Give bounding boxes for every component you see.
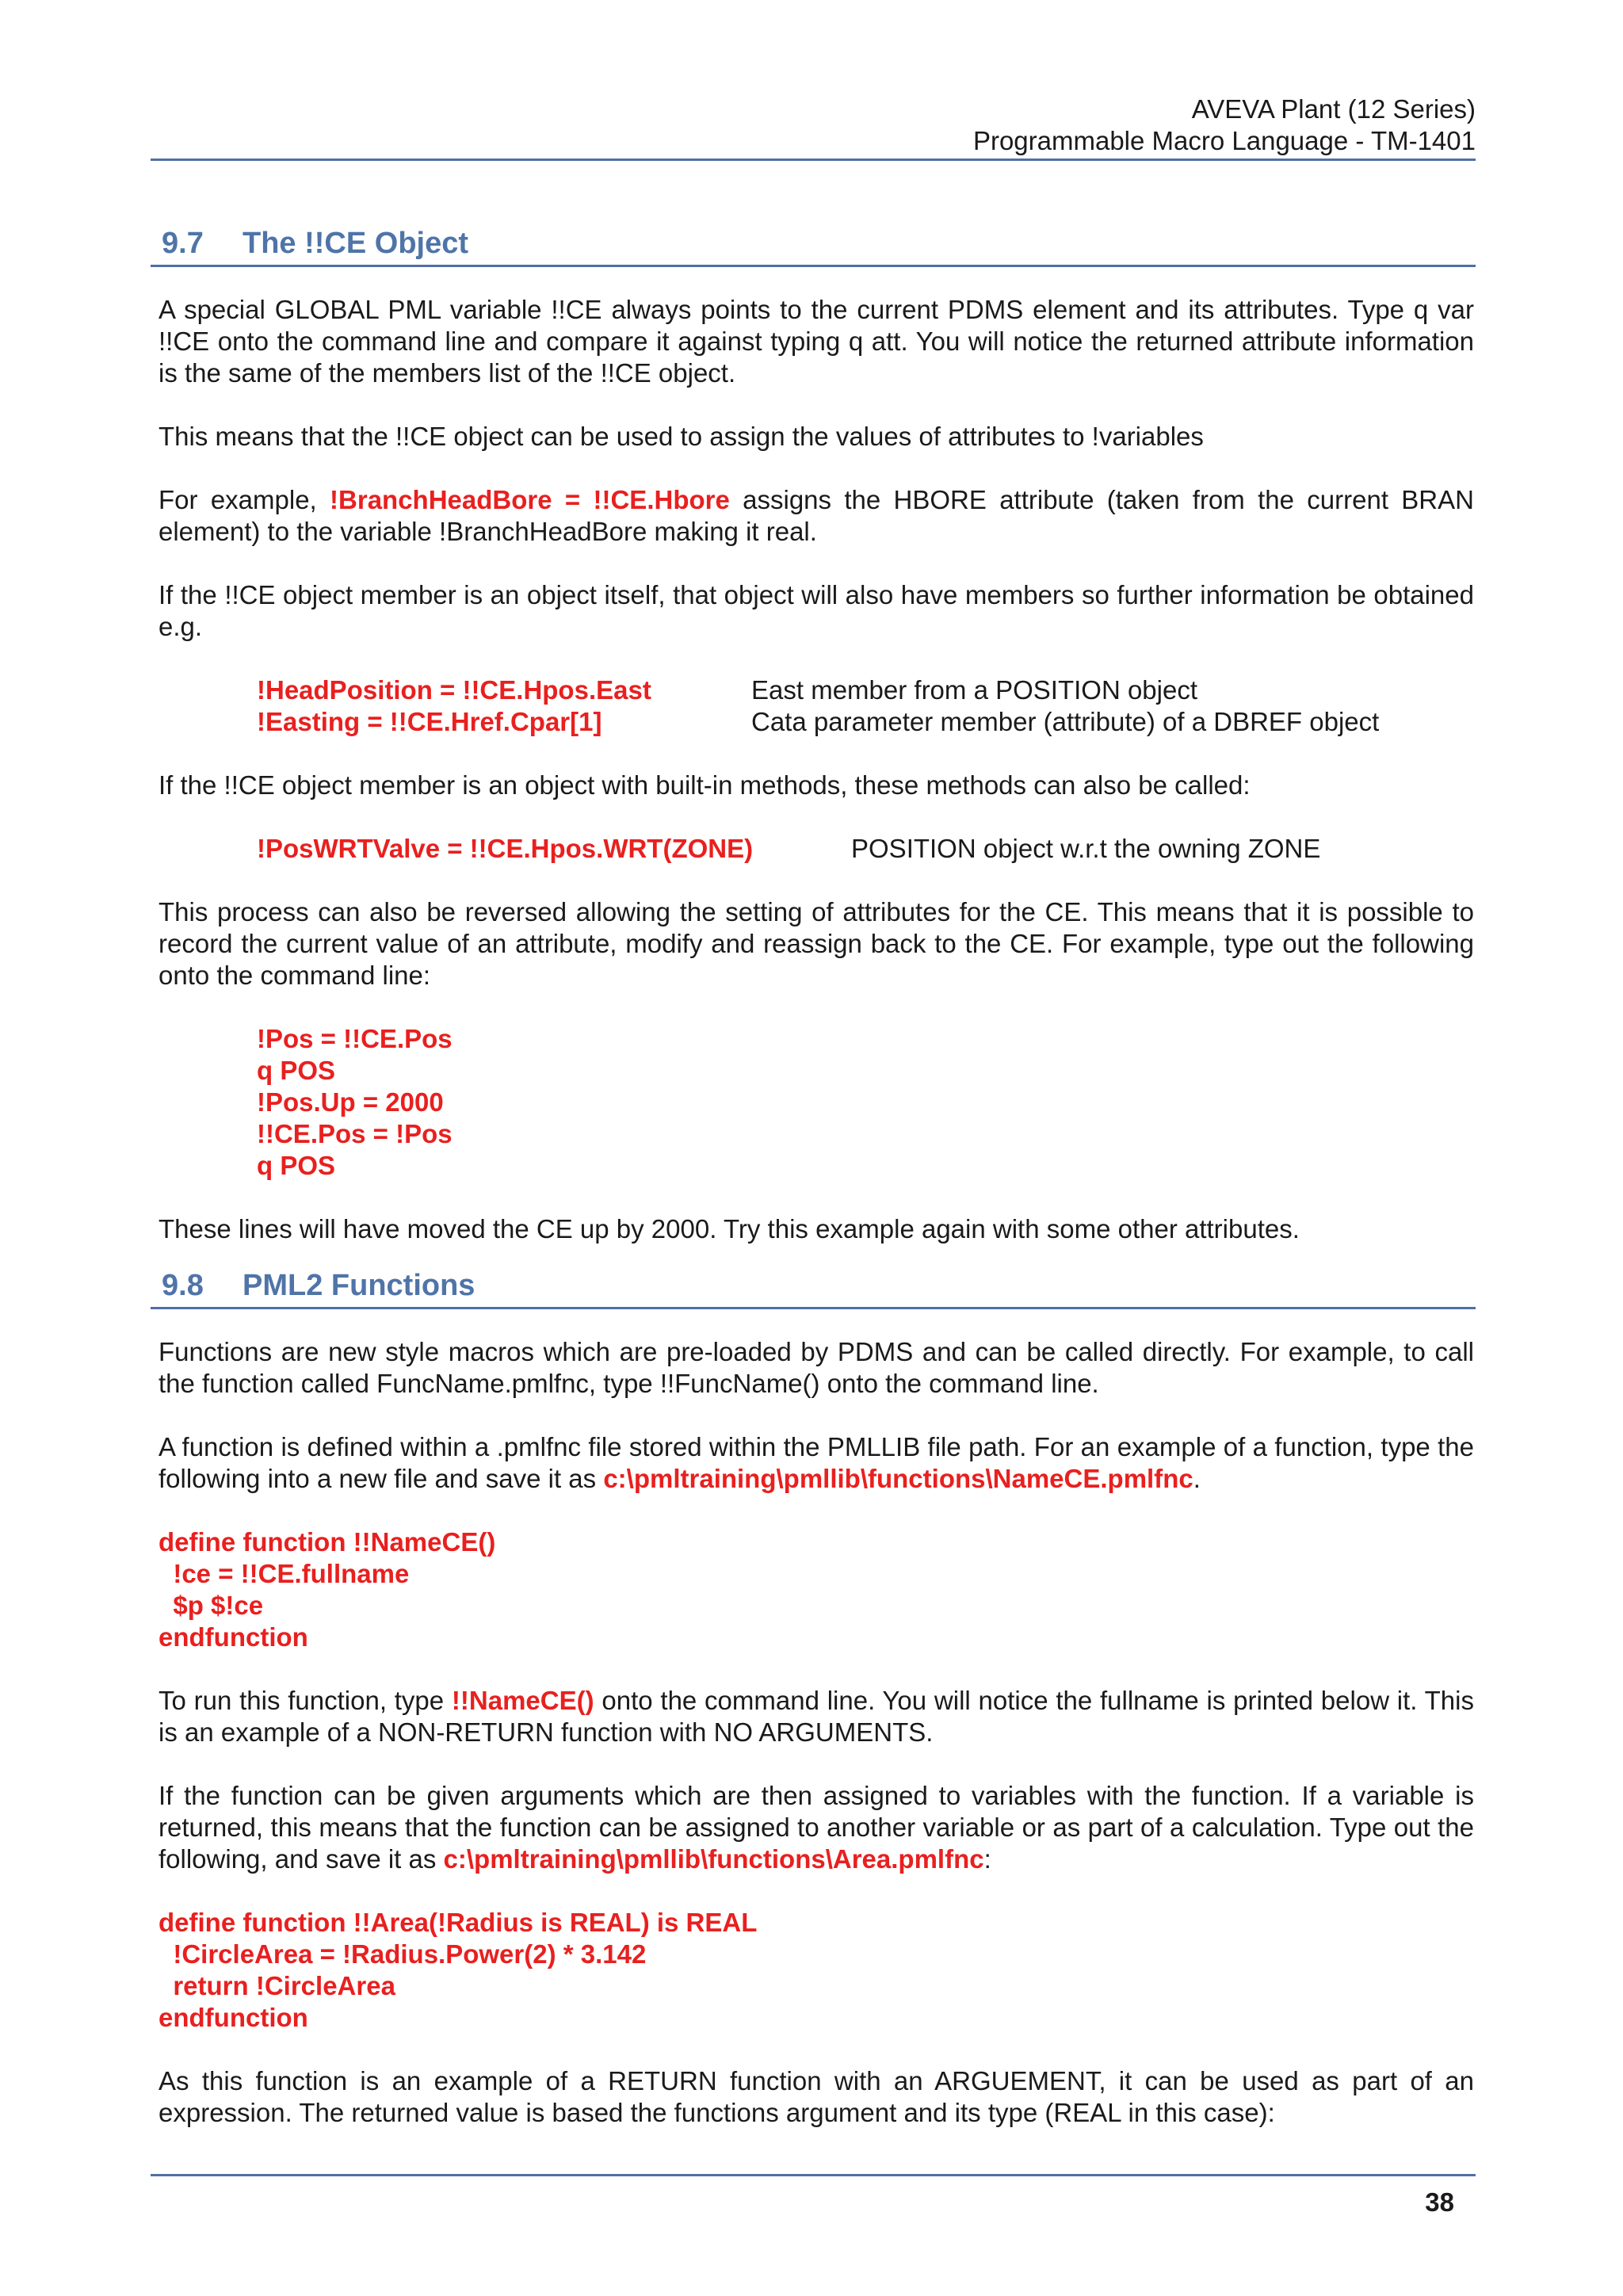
- paragraph: If the !!CE object member is an object with built-in methods, these methods can also be called:: [158, 770, 1251, 800]
- example-table: [158, 833, 1474, 865]
- code-line: $p $!ce: [158, 1591, 264, 1620]
- example-description: POSITION object w.r.t the owning ZONE: [851, 834, 1321, 863]
- paragraph: A function is defined within a .pmlfnc file stored within the PMLLIB file path. For an example of a function, type the following into a new file and save it as c:\pmltraining\pmllib\functions\NameCE.pmlfnc.: [158, 1432, 1474, 1493]
- section-number: 9.8: [162, 1269, 204, 1302]
- paragraph: If the !!CE object member is an object itself, that object will also have members so further information be obtained e.g.: [158, 580, 1474, 641]
- paragraph: To run this function, type !!NameCE() onto the command line. You will notice the fullname is printed below it. This is an example of a NON-RETURN function with NO ARGUMENTS.: [158, 1686, 1474, 1747]
- example-description: Cata parameter member (attribute) of a DBREF object: [751, 707, 1380, 736]
- section-number: 9.7: [162, 227, 204, 260]
- example-row: [257, 833, 1474, 865]
- paragraph: This process can also be reversed allowing the setting of attributes for the CE. This means that it is possible to record the current value of an attribute, modify and reassign back to the CE. For example, type out the following onto the command line:: [158, 897, 1474, 990]
- file-path: c:\pmltraining\pmllib\functions\NameCE.pmlfnc: [603, 1464, 1193, 1493]
- page-header: [151, 94, 1476, 157]
- example-code: !PosWRTValve = !!CE.Hpos.WRT(ZONE): [257, 834, 754, 863]
- code-block: [158, 1526, 1474, 1653]
- code-line: !Pos.Up = 2000: [257, 1087, 444, 1117]
- code-block: [158, 1023, 1474, 1182]
- inline-code: !BranchHeadBore = !!CE.Hbore: [330, 485, 730, 514]
- code-line: endfunction: [158, 2003, 308, 2032]
- section-title: The !!CE Object: [242, 227, 469, 260]
- section-title: PML2 Functions: [242, 1269, 475, 1302]
- example-row: [257, 674, 1474, 706]
- code-line: define function !!NameCE(): [158, 1527, 496, 1557]
- page-number: 38: [1425, 2187, 1454, 2217]
- code-line: !ce = !!CE.fullname: [158, 1559, 410, 1588]
- code-line: q POS: [257, 1056, 336, 1085]
- code-line: !CircleArea = !Radius.Power(2) * 3.142: [158, 1939, 647, 1969]
- inline-code: !!NameCE(): [451, 1686, 594, 1715]
- paragraph: If the function can be given arguments which are then assigned to variables with the function. If a variable is returned, this means that the function can be assigned to another variable or as part of a calculation. Type out the following, and save it as c:\pmltraining\pmllib\functions\Area.pmlfnc:: [158, 1781, 1474, 1874]
- example-description: East member from a POSITION object: [751, 675, 1197, 705]
- section-heading-9-7: [151, 225, 1476, 267]
- paragraph: This means that the !!CE object can be used to assign the values of attributes to !variables: [158, 422, 1204, 451]
- paragraph: These lines will have moved the CE up by 2000. Try this example again with some other attributes.: [158, 1214, 1300, 1244]
- section-heading-9-8: [151, 1267, 1476, 1309]
- example-row: [257, 706, 1474, 738]
- footer-rule: [151, 2174, 1476, 2176]
- code-line: !Pos = !!CE.Pos: [257, 1024, 453, 1053]
- code-block: [158, 1907, 1474, 2034]
- header-manual-title: Programmable Macro Language - TM-1401: [972, 126, 1476, 155]
- code-line: !!CE.Pos = !Pos: [257, 1119, 453, 1148]
- paragraph: For example, !BranchHeadBore = !!CE.Hbore assigns the HBORE attribute (taken from the current BRAN element) to the variable !BranchHeadBore making it real.: [158, 485, 1474, 546]
- example-code: !HeadPosition = !!CE.Hpos.East: [257, 675, 651, 705]
- paragraph: Functions are new style macros which are pre-loaded by PDMS and can be called directly. For example, to call the function called FuncName.pmlfnc, type !!FuncName() onto the command line.: [158, 1337, 1474, 1398]
- page-content: [158, 225, 1474, 2129]
- header-product: AVEVA Plant (12 Series): [1191, 94, 1476, 124]
- code-line: return !CircleArea: [158, 1971, 395, 2000]
- example-table: [158, 674, 1474, 738]
- code-line: define function !!Area(!Radius is REAL) is REAL: [158, 1908, 758, 1937]
- header-rule: [151, 159, 1476, 161]
- file-path: c:\pmltraining\pmllib\functions\Area.pmlfnc: [443, 1844, 984, 1874]
- example-code: !Easting = !!CE.Href.Cpar[1]: [257, 707, 602, 736]
- paragraph: As this function is an example of a RETURN function with an ARGUEMENT, it can be used as part of an expression. The returned value is based the functions argument and its type (REAL in this case):: [158, 2066, 1474, 2127]
- code-line: q POS: [257, 1151, 336, 1180]
- code-line: endfunction: [158, 1622, 308, 1652]
- paragraph: A special GLOBAL PML variable !!CE always points to the current PDMS element and its attributes. Type q var !!CE onto the command line and compare it against typing q att. You will notice the returned attribute information is the same of the members list of the !!CE object.: [158, 295, 1474, 388]
